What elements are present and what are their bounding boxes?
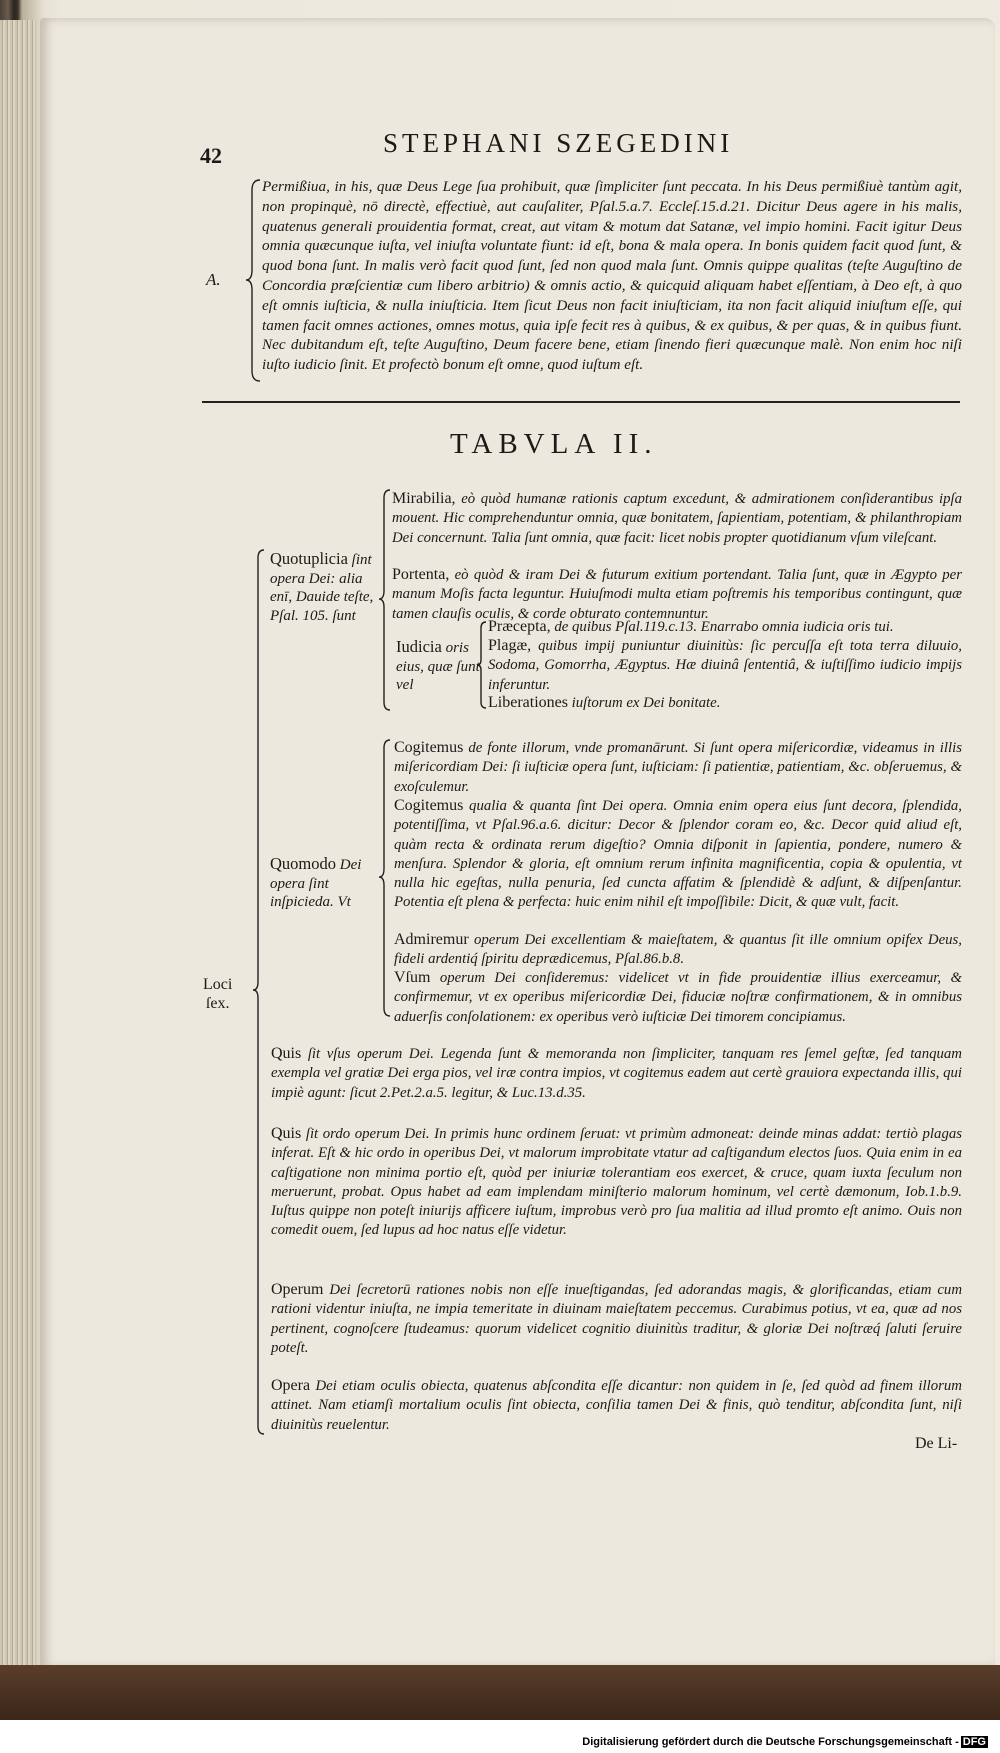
brace-quotuplicia [378, 488, 392, 714]
portenta-text: eò quòd & iram Dei & futurum exitium portendant. Talia ſunt, quæ in Ægypto per manum Moſis facta leguntur. Huiuſmodi multa etiam poſtremis his temporibus contingunt, quæ tamen clauſis oculis, & corde obturato contemnuntur. [392, 567, 962, 622]
quomodo-label [270, 855, 382, 912]
cogitemus2-text: qualia & quanta ſint Dei opera. Omnia enim opera eius ſunt decora, ſplendida, potentiſſima, vt Pſal.96.a.6. dicitur: Decor & ſplendor coram eo, &c. Decor quid aliud eſt, quàm recta & ordinata rerum digeſtio? Omnia diſponit in ſapientia, pondere, numero & menſura. Splendor & gloria, eſt omnium rerum infinita magnificentia, copia & opulentia, vt nulla hic egeſtas, nulla penuria, ſed cuncta affatim & ſplendidè & adſunt, & diſpenſantur. Potentia eſt plena & perfecta: huic enim nihil eſt impoſſibile: Dicit, & quæ vult, facit. [394, 798, 962, 911]
quis-vsus-text: ſit vſus operum Dei. Legenda ſunt & memoranda non ſimpliciter, tanquam res ſemel geſtæ, ſed tanquam exempla vel gratiæ Dei erga pios, vel iræ contra impios, vt cogitemus eadem aut certè grauiora expectanda illis, qui impiè agunt: ſicut 2.Pet.2.a.5. legitur, & Luc.13.d.35. [271, 1046, 962, 1101]
vsum-text: operum Dei conſideremus: videlicet vt in fide prouidentiæ illius exerceamur, & confirmemur, vt ex operibus miſericordiæ Dei, fiduciæ noſtræ confirmationem, & in omnibus aduerſis conſolationem: ex operibus verò iuſticiæ Dei timorem concipiamus. [394, 970, 962, 1025]
cogitemus1-entry [394, 738, 962, 797]
quotuplicia-label [270, 550, 380, 625]
quomodo-lead: Quomodo [270, 854, 336, 873]
quis-vsus-lead: Quis [271, 1045, 302, 1062]
loci-label [203, 975, 232, 1013]
operum-secretorum-text: Dei ſecretorū rationes nobis non eſſe inueſtigandas, ſed adorandas magis, & glorificandas, etiam cum rationi videntur iniuſta, ne impia temeritate in diuinam maieſtatem peccemus. Curabimus potius, vt ea, quæ ad nos pertinent, cognoſcere ſtudeamus: quorum videlicet cognitio diuinitùs traditur, & gloriæ Dei noſtræq́ ſaluti ſeruire poteſt. [271, 1282, 963, 1356]
iudicia-label [396, 638, 482, 695]
opera-obiecta-entry [271, 1376, 962, 1435]
tabula-title: TABVLA II. [450, 428, 658, 460]
loci-label-line1: Loci [203, 976, 233, 993]
praecepta-lead: Præcepta, [488, 618, 551, 635]
brace-iudicia [476, 620, 488, 710]
mirabilia-lead: Mirabilia, [392, 490, 456, 507]
portenta-lead: Portenta, [392, 566, 450, 583]
admiremur-lead: Admiremur [394, 931, 469, 948]
operum-secretorum-lead: Operum [271, 1281, 324, 1298]
opera-obiecta-lead: Opera [271, 1377, 311, 1394]
plagae-lead: Plagæ, [488, 637, 532, 654]
iudicia-lead: Iudicia [396, 637, 442, 656]
praecepta-text: de quibus Pſal.119.c.13. Enarrabo omnia iudicia oris tui. [554, 619, 894, 635]
admiremur-text: operum Dei excellentiam & maieſtatem, & quantus ſit ille omnium opifex Deus, fideli ardentiq́ ſpiritu deprædicemus, Pſal.86.b.8. [394, 932, 963, 968]
operum-secretorum-entry [271, 1280, 962, 1358]
plagae-entry [488, 636, 962, 695]
iudicia-rest: oris eius, quæ ſunt vel [396, 640, 480, 693]
quis-ordo-text: ſit ordo operum Dei. In primis hunc ordinem ſeruat: vt primùm admoneat: deinde minas addat: tertiò plagas inferat. Eſt & hic ordo in operibus Dei, vt malorum improbitate vtatur ad caſtigandum electos ſuos. Quia enim in ea caſtigatione non minima portio eſt, quòd per iniuriæ tolerantiam eos exercet, & cruce, quam iuxta ſeculum non meruerunt, probat. Opus habet ad eam implendam miniſterio malorum hominum, vel certè dæmonum, Iob.1.b.9. Iuſtus quippe non poteſt iniurijs afficere iuſtum, improbus verò pro ſua malitia ad illud promto eſt animo. Ouis non comedit ouem, ſed lupus ad hoc natus eſſe videtur. [271, 1126, 962, 1239]
mirabilia-entry [392, 489, 962, 548]
liberationes-text: iuſtorum ex Dei bonitate. [571, 695, 721, 711]
loci-label-line2: ſex. [205, 995, 230, 1012]
vsum-entry [394, 968, 962, 1027]
catchword: De Li- [915, 1435, 958, 1452]
running-head: STEPHANI SZEGEDINI [383, 128, 734, 158]
quis-ordo-entry [271, 1124, 962, 1241]
mirabilia-text: eò quòd humanæ rationis captum excedunt, & admirationem conſiderantibus ipſa mouent. Hic comprehenduntur omnia, quæ bonitatem, ſapientiam, potentiam, & philanthropiam Dei concernunt. Talia ſunt omnia, quæ facit: licet nobis propter quotidianum vſum vileſcant. [392, 491, 963, 546]
liberationes-entry [488, 693, 962, 713]
brace-loci [252, 548, 268, 1438]
portenta-entry [392, 565, 962, 624]
book-page-edges [0, 20, 36, 1670]
footer-credit [582, 1736, 988, 1748]
section-divider [202, 401, 960, 403]
vsum-lead: Vſum [394, 969, 431, 986]
praecepta-entry [488, 617, 962, 637]
quis-vsus-entry [271, 1044, 962, 1103]
section-a-label: A. [206, 270, 221, 289]
cogitemus1-text: de fonte illorum, vnde promanārunt. Si ſunt opera miſericordiæ, videamus in illis miſericordiam Dei: ſi iuſticiæ opera ſunt, iuſticiam: ſi patientiæ, patientiam, &c. obſeruemus, & exoſculemur. [394, 740, 963, 795]
admiremur-entry [394, 930, 962, 970]
liberationes-lead: Liberationes [488, 694, 568, 711]
quotuplicia-rest: ſint opera Dei: alia enī, Dauide teſte, Pſal. 105. ſunt [270, 552, 374, 624]
page-number: 42 [200, 143, 222, 168]
quis-ordo-lead: Quis [271, 1125, 302, 1142]
cogitemus1-lead: Cogitemus [394, 739, 464, 756]
brace-quomodo [378, 738, 392, 1020]
quomodo-rest: Dei opera ſint inſpicieda. Vt [270, 857, 362, 910]
book-cover-bottom [0, 1665, 1000, 1720]
cogitemus2-entry [394, 796, 962, 913]
dfg-logo: DFG [962, 1736, 986, 1748]
plagae-text: quibus impij puniuntur diuinitùs: ſic percuſſa eſt tota terra diluuio, Sodoma, Gomorrha, Ægyptus. Hæ diuinâ ſententiâ, & iuſtiſſimo iudicio impijs inferuntur. [488, 638, 962, 693]
opera-obiecta-text: Dei etiam oculis obiecta, quatenus abſcondita eſſe dicantur: non quidem in ſe, ſed quòd ad finem illorum attinet. Nam etiamſi mortalium oculis ſint obiecta, conſilia tamen Dei & finis, quò tenditur, abſcondita ſunt, niſi diuinitùs reuelentur. [271, 1378, 962, 1433]
quotuplicia-lead: Quotuplicia [270, 549, 348, 568]
section-a-text: Permißiua, in his, quæ Deus Lege ſua prohibuit, quæ ſimpliciter ſunt peccata. In his Deus permißiuè tantùm agit, non propinquè, nō directè, effectiuè, aut cauſaliter, Pſal.5.a.7. Eccleſ.15.d.21. Dicitur Deus agere in his malis, quatenus generali prouidentia format, creat, aut vitam & motum dat Satanæ, vel impio homini. Facit igitur Deus omnia quæcunque iuſta, vel iniuſta voluntate fiunt: id eſt, bona & mala opera. In bonis quidem facit quod ſunt, & quod bona ſunt. In malis verò facit quod ſunt, ſed non quod mala ſunt. Omnis quippe qualitas (teſte Auguſtino de Concordia præſcientiæ cum libero arbitrio) & omnis actio, & quicquid aliquam habet eſſentiam, à Deo eſt, à quo eſt omnis iuſticia, & nulla iniuſticia. Item ſicut Deus non facit iniuſticiam, ita non facit aliquid iniuſtum eſſe, qui tamen facit omnes actiones, omnes motus, quia ipſe fecit res à quibus, & ex quibus, & per quas, & in quibus fiunt. Nec dubitandum eſt, teſte Auguſtino, Deum facere bene, etiam ſinendo fieri quæcunque malè. Non enim hoc niſi iuſto iudicio ſinit. Et profectò bonum eſt omne, quod iuſtum eſt. [262, 178, 962, 374]
cogitemus2-lead: Cogitemus [394, 797, 464, 814]
footer-text: Digitalisierung gefördert durch die Deutsche Forschungsgemeinschaft - [582, 1736, 959, 1748]
